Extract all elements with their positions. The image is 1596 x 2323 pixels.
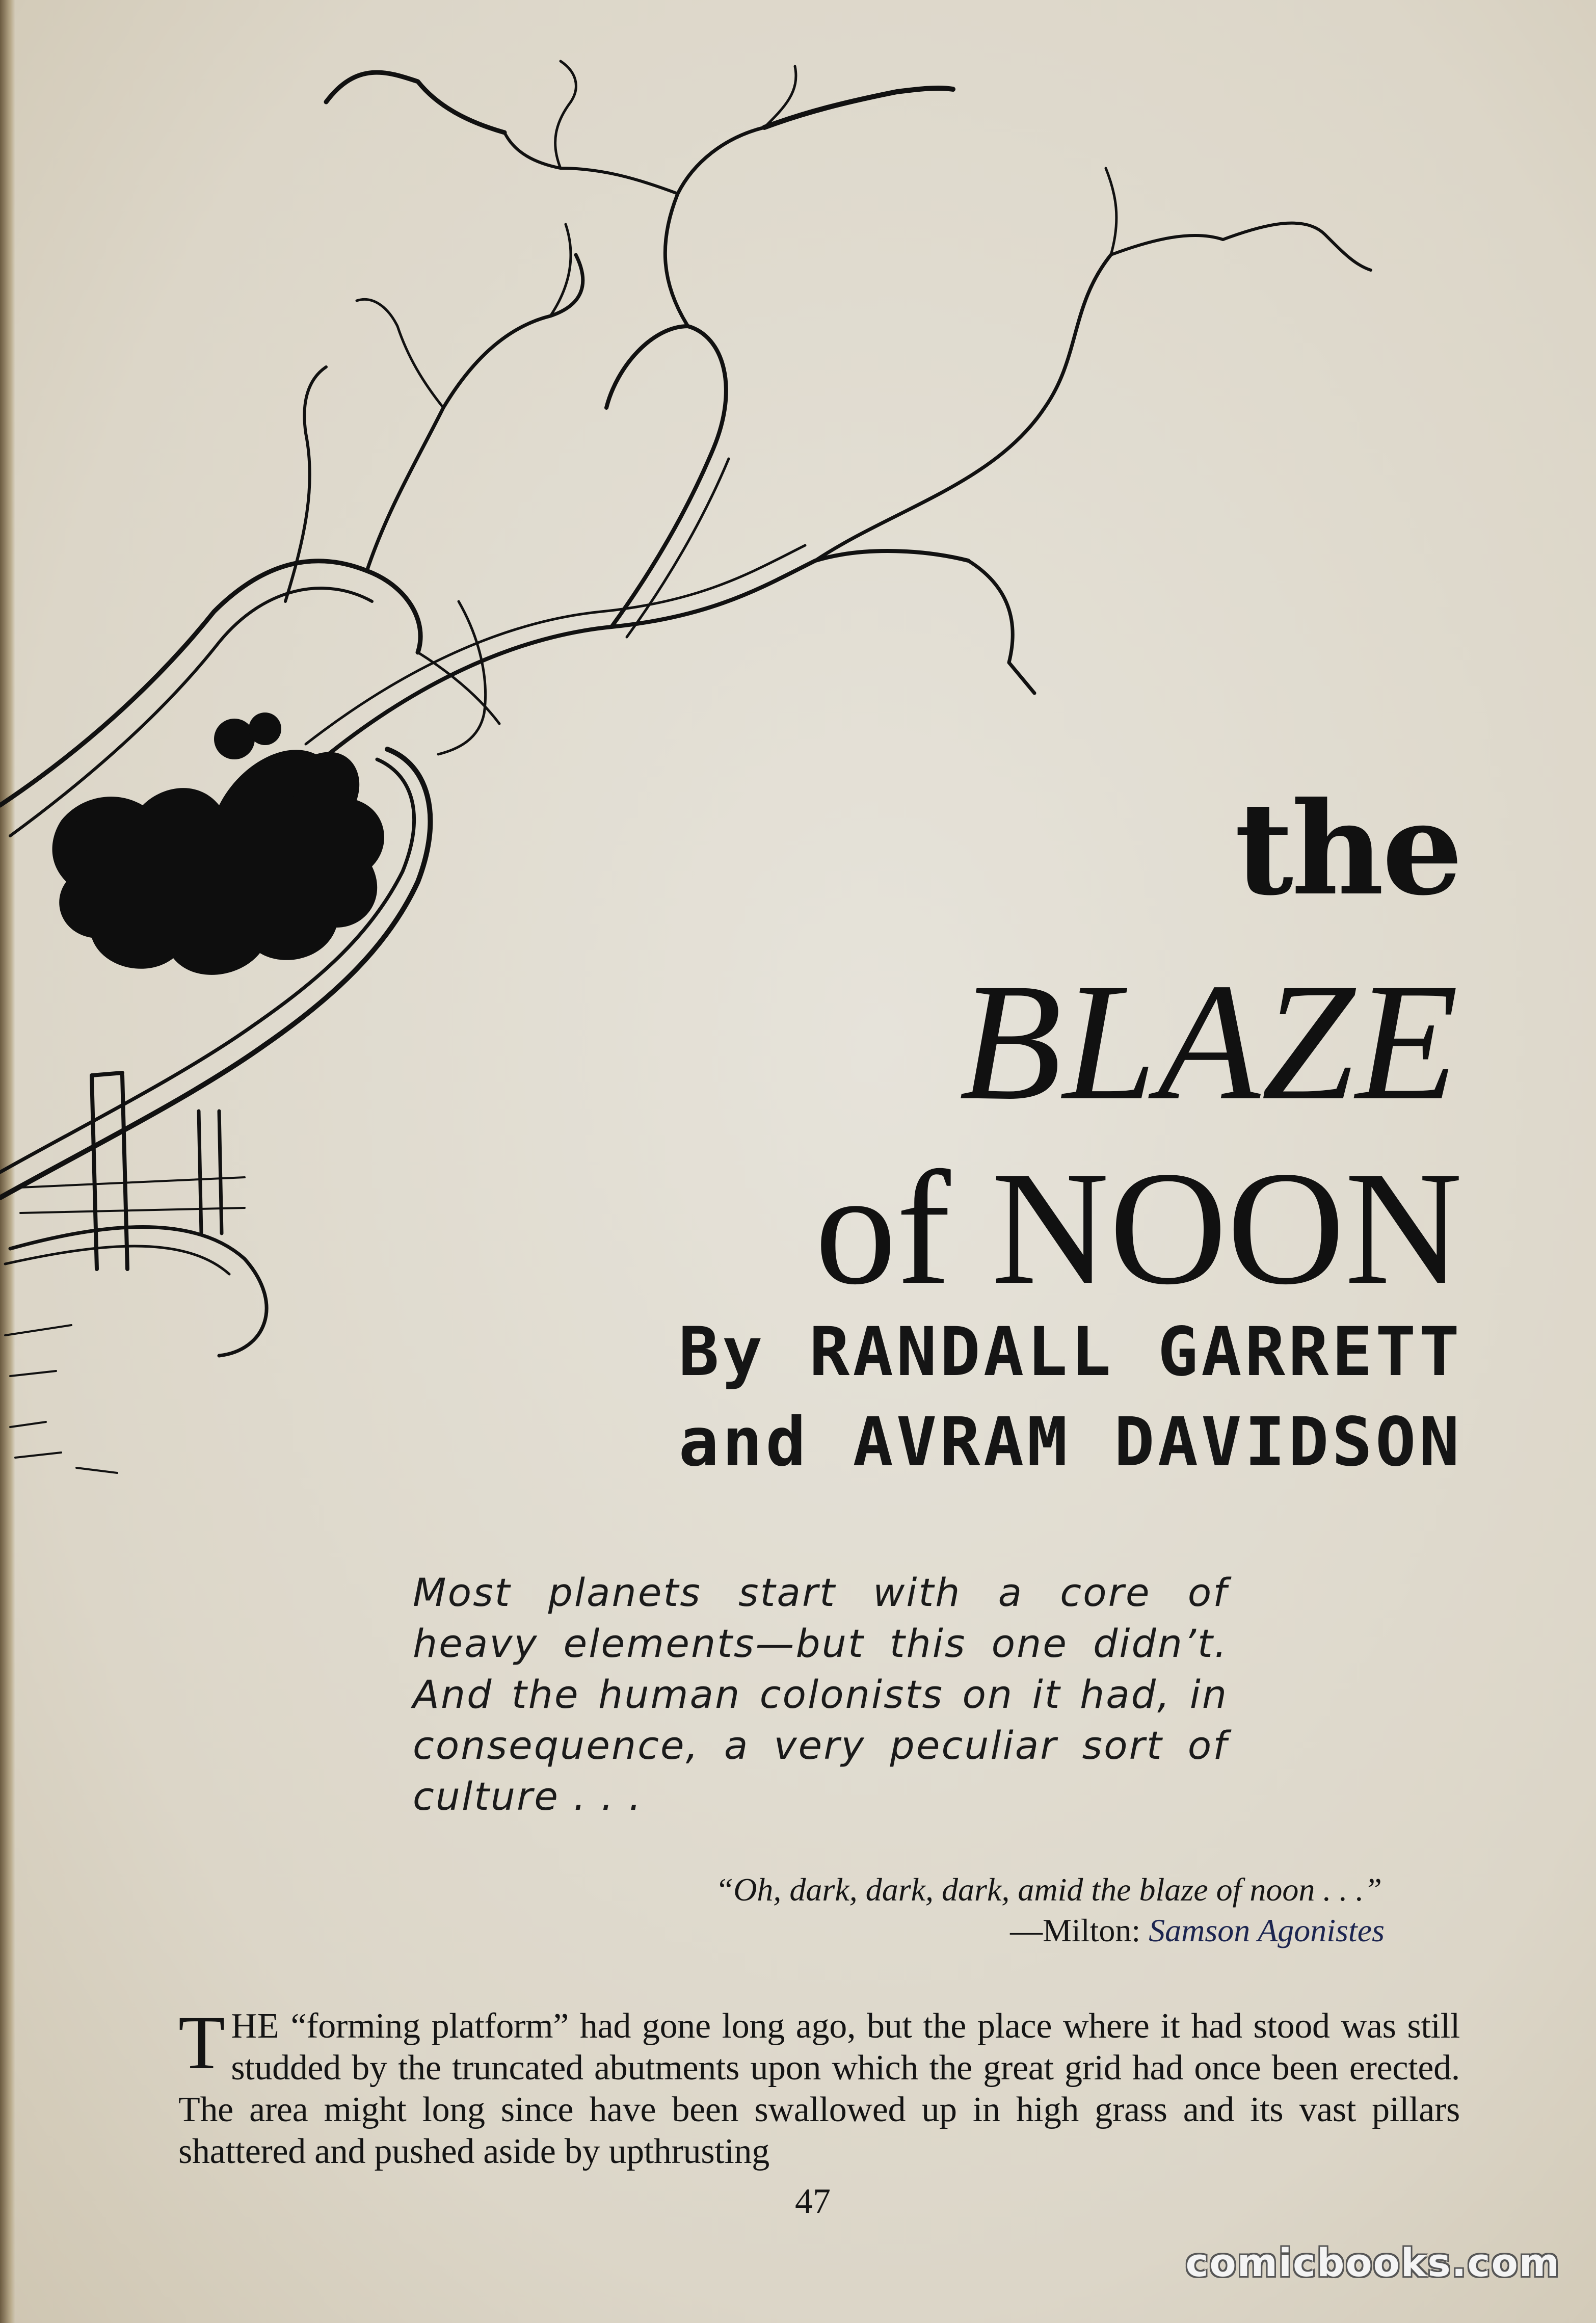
site-watermark: comicbooks.com [1185, 2240, 1560, 2285]
page-number: 47 [795, 2182, 831, 2221]
story-blurb: Most planets start with a core of heavy elements—but this one didn’t. And the human colonists on it had, in consequence, a very peculiar sort of culture . . . [413, 1570, 1228, 1819]
byline-line-1: By RANDALL GARRETT [678, 1313, 1462, 1391]
body-paragraph: “forming platform” had gone long ago, but the place where it had stood was still studded by the truncated abutments upon which the great grid had once been erected. The area might long since have been swallowed up in high grass and its vast pillars shattered and pushed aside by upthrusting [178, 2007, 1460, 2171]
title-line-blaze: BLAZE [959, 949, 1459, 1135]
attribution-author: —Milton: [1010, 1912, 1149, 1948]
epigraph-quote: “Oh, dark, dark, dark, amid the blaze of noon . . .” [715, 1871, 1382, 1908]
author-byline [679, 1307, 1462, 1488]
drop-cap: T [178, 2000, 225, 2085]
first-word-rest: HE [231, 2007, 280, 2046]
epigraph-attribution [1010, 1911, 1385, 1950]
byline-line-2: and AVRAM DAVIDSON [678, 1403, 1462, 1482]
title-line-the: the [1234, 774, 1461, 923]
attribution-work-title: Samson Agonistes [1149, 1912, 1385, 1948]
story-body-text [178, 2000, 1460, 2173]
title-line-of-noon [815, 1138, 1462, 1318]
title-word-of: of [815, 1138, 951, 1318]
title-word-noon: NOON [991, 1138, 1462, 1318]
